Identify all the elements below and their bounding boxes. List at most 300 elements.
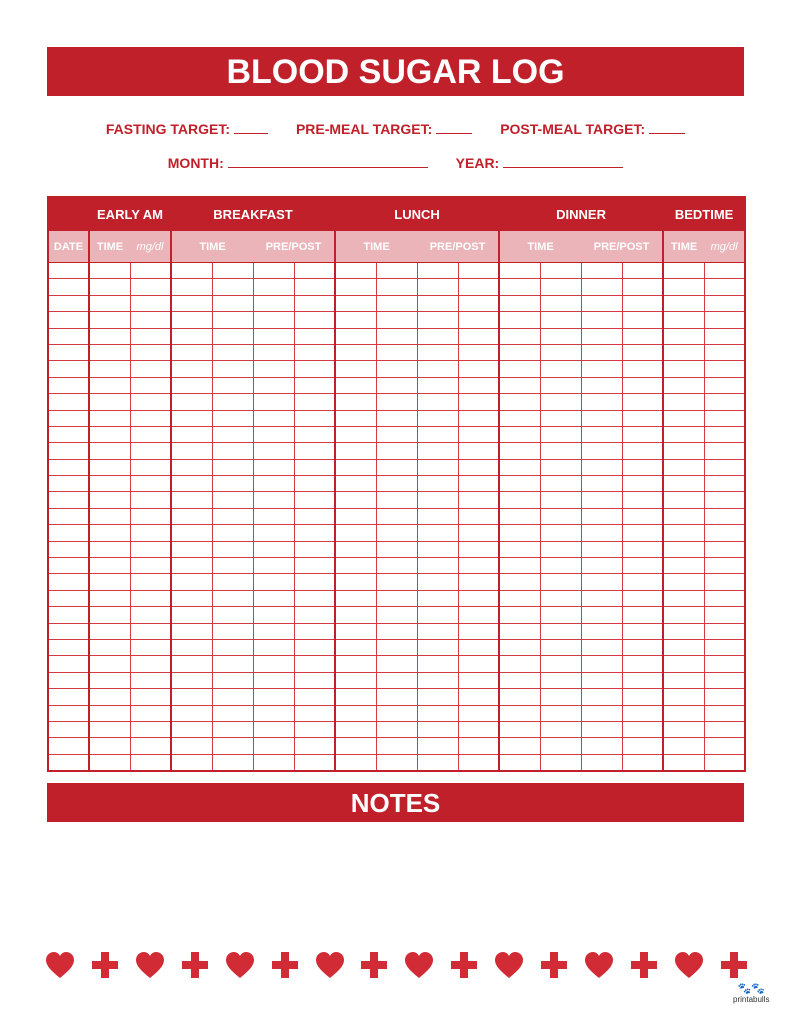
log-cell[interactable] [704,295,745,311]
log-cell[interactable] [376,328,417,344]
log-cell[interactable] [499,738,540,754]
log-cell[interactable] [417,754,458,771]
log-cell[interactable] [622,639,663,655]
log-cell[interactable] [540,738,581,754]
log-cell[interactable] [171,426,212,442]
log-cell[interactable] [704,361,745,377]
log-cell[interactable] [212,525,253,541]
log-cell[interactable] [294,279,335,295]
log-cell[interactable] [663,574,704,590]
log-cell[interactable] [417,689,458,705]
log-cell[interactable] [376,443,417,459]
log-cell[interactable] [294,476,335,492]
log-cell[interactable] [663,541,704,557]
log-cell[interactable] [581,590,622,606]
log-cell[interactable] [458,312,499,328]
log-cell[interactable] [89,394,130,410]
log-cell[interactable] [417,361,458,377]
log-cell[interactable] [171,279,212,295]
log-cell[interactable] [335,328,376,344]
log-cell[interactable] [335,377,376,393]
log-cell[interactable] [48,590,89,606]
log-cell[interactable] [458,590,499,606]
log-cell[interactable] [458,705,499,721]
log-cell[interactable] [663,754,704,771]
log-cell[interactable] [212,607,253,623]
log-cell[interactable] [704,525,745,541]
log-cell[interactable] [417,607,458,623]
log-cell[interactable] [499,394,540,410]
log-cell[interactable] [704,443,745,459]
log-cell[interactable] [89,541,130,557]
log-cell[interactable] [89,295,130,311]
log-cell[interactable] [458,623,499,639]
log-cell[interactable] [335,656,376,672]
log-cell[interactable] [458,639,499,655]
log-cell[interactable] [622,377,663,393]
log-cell[interactable] [376,705,417,721]
log-cell[interactable] [499,590,540,606]
log-cell[interactable] [663,361,704,377]
log-cell[interactable] [376,410,417,426]
log-cell[interactable] [212,508,253,524]
log-cell[interactable] [581,394,622,410]
log-cell[interactable] [581,492,622,508]
log-cell[interactable] [48,738,89,754]
log-cell[interactable] [253,738,294,754]
log-cell[interactable] [48,279,89,295]
log-cell[interactable] [540,721,581,737]
log-cell[interactable] [48,410,89,426]
log-cell[interactable] [540,459,581,475]
log-cell[interactable] [335,476,376,492]
log-cell[interactable] [540,263,581,279]
log-cell[interactable] [335,459,376,475]
log-cell[interactable] [417,344,458,360]
log-cell[interactable] [89,410,130,426]
log-cell[interactable] [499,574,540,590]
log-cell[interactable] [540,295,581,311]
log-cell[interactable] [499,639,540,655]
log-cell[interactable] [253,377,294,393]
log-cell[interactable] [48,361,89,377]
log-cell[interactable] [540,525,581,541]
log-cell[interactable] [89,754,130,771]
log-cell[interactable] [212,721,253,737]
log-cell[interactable] [294,312,335,328]
log-cell[interactable] [294,344,335,360]
log-cell[interactable] [253,689,294,705]
log-cell[interactable] [89,672,130,688]
log-cell[interactable] [417,623,458,639]
log-cell[interactable] [335,574,376,590]
log-cell[interactable] [540,574,581,590]
fasting-target-field[interactable] [106,121,268,137]
log-cell[interactable] [89,279,130,295]
log-cell[interactable] [89,689,130,705]
log-cell[interactable] [48,443,89,459]
log-cell[interactable] [130,574,171,590]
log-cell[interactable] [253,361,294,377]
pre-meal-target-field[interactable] [296,121,472,137]
log-cell[interactable] [663,672,704,688]
log-cell[interactable] [253,639,294,655]
log-cell[interactable] [581,361,622,377]
log-cell[interactable] [499,459,540,475]
log-cell[interactable] [335,263,376,279]
log-cell[interactable] [171,672,212,688]
log-cell[interactable] [417,377,458,393]
log-cell[interactable] [89,705,130,721]
log-cell[interactable] [171,558,212,574]
log-cell[interactable] [376,377,417,393]
log-cell[interactable] [622,263,663,279]
log-cell[interactable] [335,705,376,721]
log-cell[interactable] [540,410,581,426]
log-cell[interactable] [663,525,704,541]
log-cell[interactable] [48,623,89,639]
log-cell[interactable] [499,344,540,360]
log-cell[interactable] [499,295,540,311]
log-cell[interactable] [89,443,130,459]
log-cell[interactable] [540,754,581,771]
log-cell[interactable] [335,590,376,606]
log-cell[interactable] [417,459,458,475]
log-cell[interactable] [458,689,499,705]
log-cell[interactable] [376,623,417,639]
log-cell[interactable] [622,689,663,705]
log-cell[interactable] [499,656,540,672]
log-cell[interactable] [89,476,130,492]
log-cell[interactable] [253,476,294,492]
log-cell[interactable] [171,541,212,557]
log-cell[interactable] [540,476,581,492]
log-cell[interactable] [212,410,253,426]
log-cell[interactable] [253,590,294,606]
log-cell[interactable] [171,656,212,672]
log-cell[interactable] [376,508,417,524]
log-cell[interactable] [704,459,745,475]
log-cell[interactable] [581,426,622,442]
log-cell[interactable] [704,377,745,393]
log-cell[interactable] [499,508,540,524]
log-cell[interactable] [294,639,335,655]
log-cell[interactable] [663,689,704,705]
log-cell[interactable] [663,721,704,737]
log-cell[interactable] [48,525,89,541]
log-cell[interactable] [622,574,663,590]
log-cell[interactable] [622,492,663,508]
log-cell[interactable] [458,525,499,541]
log-cell[interactable] [171,705,212,721]
log-cell[interactable] [458,607,499,623]
log-cell[interactable] [581,377,622,393]
log-cell[interactable] [212,328,253,344]
log-cell[interactable] [48,263,89,279]
log-cell[interactable] [499,263,540,279]
log-cell[interactable] [622,525,663,541]
log-cell[interactable] [130,639,171,655]
log-cell[interactable] [417,639,458,655]
log-cell[interactable] [581,721,622,737]
log-cell[interactable] [130,705,171,721]
log-cell[interactable] [212,656,253,672]
log-cell[interactable] [294,623,335,639]
log-cell[interactable] [253,410,294,426]
log-cell[interactable] [48,639,89,655]
log-cell[interactable] [417,738,458,754]
log-cell[interactable] [663,459,704,475]
log-cell[interactable] [130,672,171,688]
log-cell[interactable] [212,263,253,279]
log-cell[interactable] [540,394,581,410]
log-cell[interactable] [417,656,458,672]
log-cell[interactable] [171,394,212,410]
log-cell[interactable] [458,263,499,279]
log-cell[interactable] [499,377,540,393]
log-cell[interactable] [253,656,294,672]
log-cell[interactable] [499,361,540,377]
log-cell[interactable] [89,492,130,508]
log-cell[interactable] [581,279,622,295]
log-cell[interactable] [376,426,417,442]
log-cell[interactable] [581,263,622,279]
log-cell[interactable] [48,295,89,311]
log-cell[interactable] [622,344,663,360]
log-cell[interactable] [253,443,294,459]
log-cell[interactable] [458,558,499,574]
log-cell[interactable] [48,426,89,442]
log-cell[interactable] [212,476,253,492]
log-cell[interactable] [704,476,745,492]
log-cell[interactable] [704,328,745,344]
log-cell[interactable] [335,623,376,639]
month-field[interactable] [168,155,428,171]
log-cell[interactable] [294,738,335,754]
log-cell[interactable] [376,590,417,606]
log-cell[interactable] [704,721,745,737]
log-cell[interactable] [663,426,704,442]
log-cell[interactable] [294,590,335,606]
log-cell[interactable] [376,558,417,574]
log-cell[interactable] [581,344,622,360]
log-cell[interactable] [335,492,376,508]
log-cell[interactable] [212,312,253,328]
log-cell[interactable] [622,279,663,295]
log-cell[interactable] [540,443,581,459]
log-cell[interactable] [212,394,253,410]
log-cell[interactable] [294,672,335,688]
log-cell[interactable] [376,541,417,557]
log-cell[interactable] [48,476,89,492]
log-cell[interactable] [704,623,745,639]
log-cell[interactable] [253,312,294,328]
log-cell[interactable] [622,607,663,623]
log-cell[interactable] [171,639,212,655]
log-cell[interactable] [212,689,253,705]
log-cell[interactable] [458,279,499,295]
log-cell[interactable] [417,426,458,442]
log-cell[interactable] [704,689,745,705]
log-cell[interactable] [171,721,212,737]
log-cell[interactable] [212,492,253,508]
log-cell[interactable] [499,476,540,492]
log-cell[interactable] [253,574,294,590]
log-cell[interactable] [458,443,499,459]
log-cell[interactable] [622,426,663,442]
log-cell[interactable] [622,410,663,426]
log-cell[interactable] [130,394,171,410]
log-cell[interactable] [622,508,663,524]
log-cell[interactable] [704,492,745,508]
notes-area[interactable] [47,822,744,942]
log-cell[interactable] [540,656,581,672]
log-cell[interactable] [581,705,622,721]
log-cell[interactable] [48,541,89,557]
log-cell[interactable] [581,738,622,754]
log-cell[interactable] [622,476,663,492]
log-cell[interactable] [171,443,212,459]
log-cell[interactable] [212,574,253,590]
log-cell[interactable] [663,410,704,426]
log-cell[interactable] [663,443,704,459]
log-cell[interactable] [130,623,171,639]
log-cell[interactable] [212,738,253,754]
log-cell[interactable] [376,607,417,623]
log-cell[interactable] [171,525,212,541]
log-cell[interactable] [335,607,376,623]
log-cell[interactable] [335,361,376,377]
log-cell[interactable] [458,754,499,771]
log-cell[interactable] [48,672,89,688]
log-cell[interactable] [335,410,376,426]
log-cell[interactable] [89,525,130,541]
log-cell[interactable] [171,344,212,360]
log-cell[interactable] [663,263,704,279]
log-cell[interactable] [335,394,376,410]
log-cell[interactable] [253,492,294,508]
log-cell[interactable] [48,607,89,623]
log-cell[interactable] [458,295,499,311]
log-cell[interactable] [130,525,171,541]
log-cell[interactable] [253,558,294,574]
log-cell[interactable] [540,328,581,344]
log-cell[interactable] [335,344,376,360]
log-cell[interactable] [335,558,376,574]
log-cell[interactable] [130,328,171,344]
post-meal-target-field[interactable] [500,121,685,137]
log-cell[interactable] [581,459,622,475]
log-cell[interactable] [89,721,130,737]
log-cell[interactable] [294,525,335,541]
log-cell[interactable] [622,459,663,475]
log-cell[interactable] [663,705,704,721]
log-cell[interactable] [335,426,376,442]
log-cell[interactable] [212,541,253,557]
log-cell[interactable] [294,607,335,623]
log-cell[interactable] [499,443,540,459]
log-cell[interactable] [622,361,663,377]
log-cell[interactable] [540,541,581,557]
log-cell[interactable] [540,590,581,606]
log-cell[interactable] [212,558,253,574]
log-cell[interactable] [417,525,458,541]
log-cell[interactable] [499,558,540,574]
log-cell[interactable] [335,689,376,705]
log-cell[interactable] [540,705,581,721]
log-cell[interactable] [253,541,294,557]
log-cell[interactable] [622,672,663,688]
log-cell[interactable] [622,328,663,344]
log-cell[interactable] [294,492,335,508]
log-cell[interactable] [89,263,130,279]
log-cell[interactable] [130,443,171,459]
log-cell[interactable] [294,263,335,279]
log-cell[interactable] [704,426,745,442]
log-cell[interactable] [171,263,212,279]
log-cell[interactable] [376,394,417,410]
log-cell[interactable] [335,525,376,541]
log-cell[interactable] [663,738,704,754]
log-cell[interactable] [130,279,171,295]
log-cell[interactable] [622,443,663,459]
log-cell[interactable] [581,656,622,672]
log-cell[interactable] [48,394,89,410]
log-cell[interactable] [540,689,581,705]
log-cell[interactable] [130,689,171,705]
log-cell[interactable] [704,754,745,771]
log-cell[interactable] [130,295,171,311]
log-cell[interactable] [376,754,417,771]
log-cell[interactable] [376,574,417,590]
log-cell[interactable] [48,705,89,721]
log-cell[interactable] [294,377,335,393]
log-cell[interactable] [212,754,253,771]
log-cell[interactable] [294,656,335,672]
log-cell[interactable] [294,295,335,311]
log-cell[interactable] [171,328,212,344]
log-cell[interactable] [130,656,171,672]
log-cell[interactable] [294,558,335,574]
log-cell[interactable] [130,754,171,771]
log-cell[interactable] [376,492,417,508]
log-cell[interactable] [704,344,745,360]
log-cell[interactable] [663,394,704,410]
log-cell[interactable] [581,476,622,492]
log-cell[interactable] [253,721,294,737]
log-cell[interactable] [581,672,622,688]
log-cell[interactable] [499,492,540,508]
log-cell[interactable] [499,689,540,705]
log-cell[interactable] [540,623,581,639]
log-cell[interactable] [704,541,745,557]
log-cell[interactable] [89,656,130,672]
log-cell[interactable] [253,263,294,279]
log-cell[interactable] [48,312,89,328]
log-cell[interactable] [417,721,458,737]
log-cell[interactable] [663,344,704,360]
log-cell[interactable] [212,295,253,311]
log-cell[interactable] [622,295,663,311]
log-cell[interactable] [581,754,622,771]
log-cell[interactable] [458,459,499,475]
log-cell[interactable] [89,574,130,590]
log-cell[interactable] [704,410,745,426]
log-cell[interactable] [253,394,294,410]
log-cell[interactable] [130,344,171,360]
log-cell[interactable] [704,590,745,606]
log-cell[interactable] [581,639,622,655]
